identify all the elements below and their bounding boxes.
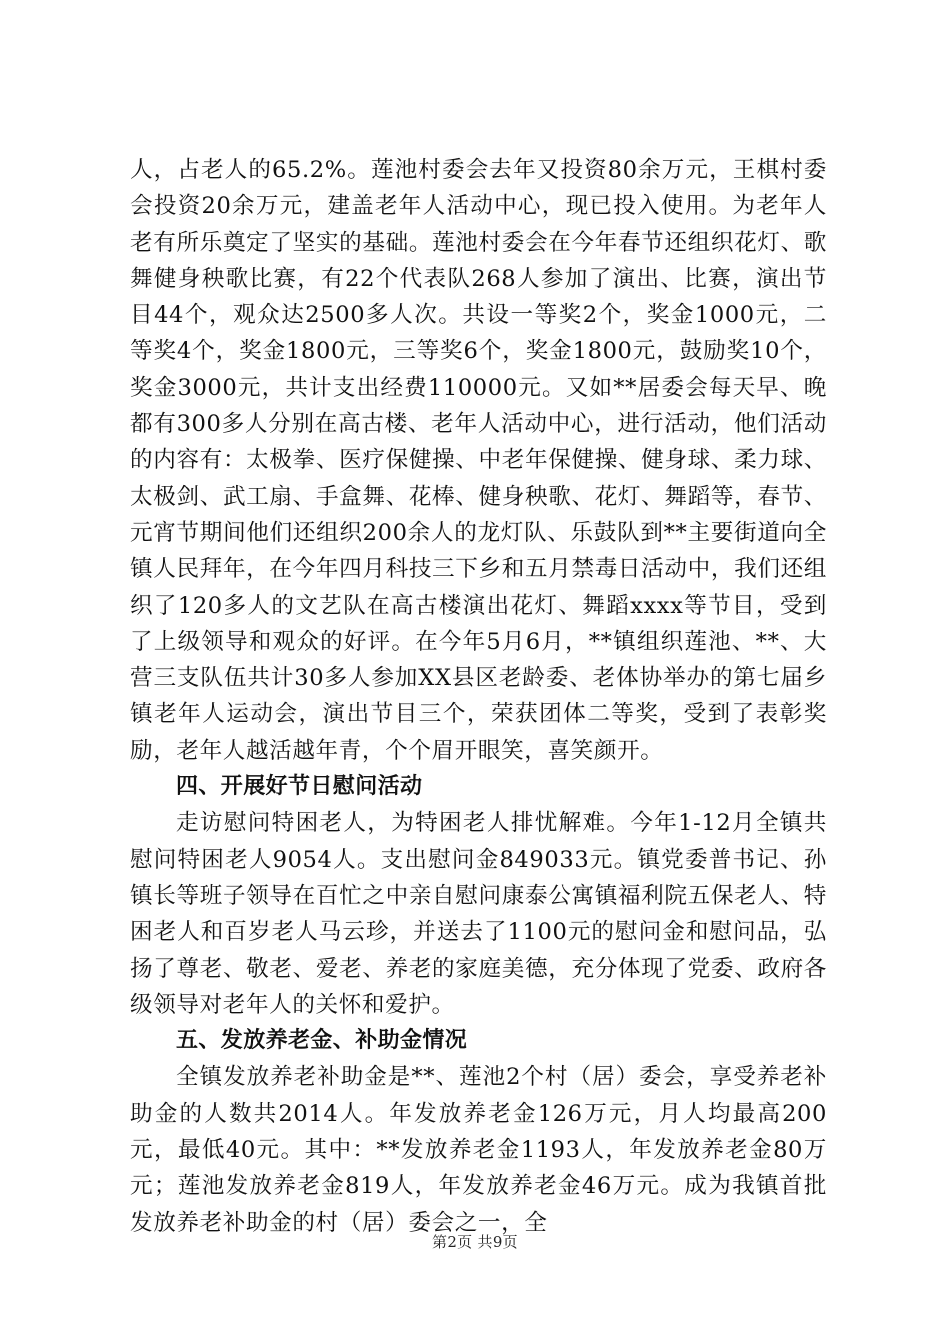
paragraph-activities: 人，占老人的65.2%。莲池村委会去年又投资80余万元，王棋村委会投资20余万元，建盖老年人活动中心，现已投入使用。为老年人老有所乐奠定了坚实的基础。莲池村委会在今年春节还组织花灯、歌舞健身秧歌比赛，有22个代表队268人参加了演出、比赛，演出节目44个，观众达2500多人次。共设一等奖2个，奖金1000元，二等奖4个，奖金1800元，三等奖6个，奖金1800元，鼓励奖10个，奖金3000元，共计支出经费110000元。又如**居委会每天早、晚都有300多人分别在高古楼、老年人活动中心，进行活动，他们活动的内容有：太极拳、医疗保健操、中老年保健操、健身球、柔力球、太极剑、武工扇、手盒舞、花棒、健身秧歌、花灯、舞蹈等，春节、元宵节期间他们还组织200余人的龙灯队、乐鼓队到**主要街道向全镇人民拜年，在今年四月科技三下乡和五月禁毒日活动中，我们还组织了120多人的文艺队在高古楼演出花灯、舞蹈xxxx等节目，受到了上级领导和观众的好评。在今年5月6月，**镇组织莲池、**、大营三支队伍共计30多人参加XX县区老龄委、老体协举办的第七届乡镇老年人运动会，演出节目三个，荣获团体二等奖，受到了表彰奖励，老年人越活越年青，个个眉开眼笑，喜笑颜开。 (130, 157, 827, 764)
document-body (130, 152, 827, 1241)
page-footer (0, 1232, 950, 1252)
page-number: 第2页 共9页 (432, 1233, 518, 1251)
paragraph-pension: 全镇发放养老补助金是**、莲池2个村（居）委会，享受养老补助金的人数共2014人。年发放养老金126万元，月人均最高200元，最低40元。其中：**发放养老金1193人，年发放养老金80万元；莲池发放养老金819人，年发放养老金46万元。成为我镇首批发放养老补助金的村（居）委会之一，全 (130, 1064, 827, 1236)
section-heading-holiday-visits: 四、开展好节日慰问活动 (176, 774, 423, 800)
section-heading-pension: 五、发放养老金、补助金情况 (176, 1028, 468, 1054)
paragraph-holiday-visits: 走访慰问特困老人，为特困老人排忧解难。今年1-12月全镇共慰问特困老人9054人。支出慰问金849033元。镇党委普书记、孙镇长等班子领导在百忙之中亲自慰问康泰公寓镇福利院五保老人、特困老人和百岁老人马云珍，并送去了1100元的慰问金和慰问品，弘扬了尊老、敬老、爱老、养老的家庭美德，充分体现了党委、政府各级领导对老年人的关怀和爱护。 (130, 810, 827, 1018)
